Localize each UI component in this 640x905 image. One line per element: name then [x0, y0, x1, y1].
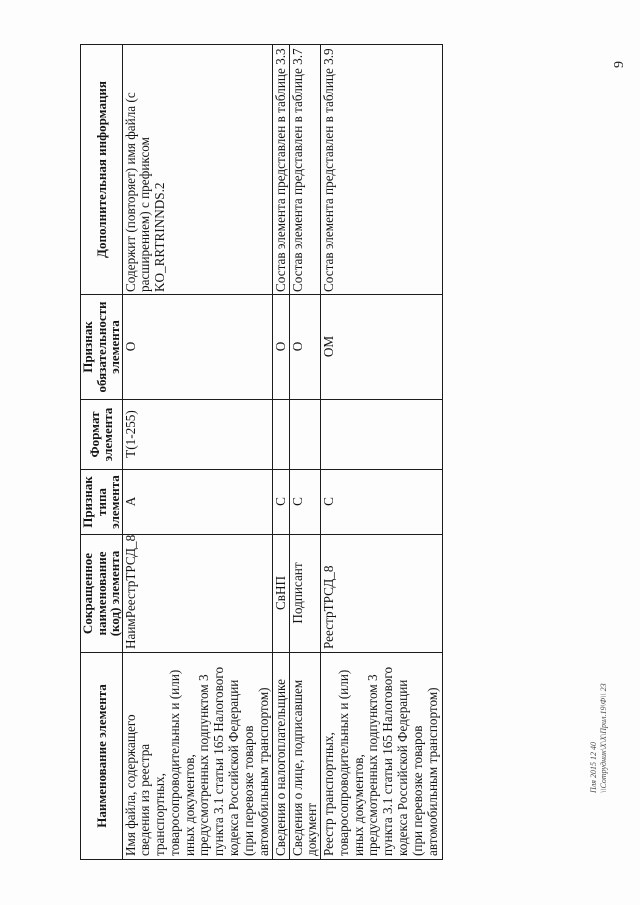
row-1-required-cell [122, 295, 272, 400]
element-required: О [122, 341, 138, 352]
row-1-format-cell [122, 400, 272, 470]
header-text: Дополнительная информация [93, 81, 109, 258]
header-text: типа [93, 488, 109, 516]
row-1-code-cell [122, 535, 272, 653]
row-4-code-cell [321, 535, 443, 653]
header-text: наименование [93, 551, 109, 636]
row-4-name-cell [321, 653, 443, 860]
element-type: С [289, 497, 305, 506]
cell-line: кодекса Российской Федерации [395, 679, 411, 856]
header-text: Признак [80, 321, 95, 373]
cell-line: сведения из реестра [137, 743, 153, 856]
element-type: А [122, 496, 138, 507]
header-element-code [81, 535, 123, 653]
element-code: НаимРеестрТРСД_8 [122, 534, 138, 649]
header-text: Наименование элемента [93, 684, 109, 828]
header-text: обязательности [93, 301, 109, 393]
cell-line: Состав элемента представлен в таблице 3.3 [272, 48, 288, 292]
row-2-info-cell [272, 45, 289, 295]
element-code: СвНП [272, 575, 288, 611]
row-2-type-cell [272, 470, 289, 535]
cell-line: иных документов, [350, 754, 366, 856]
element-required: О [272, 341, 288, 352]
header-element-format [81, 400, 123, 470]
row-4-format-cell [321, 400, 443, 470]
cell-line: расширением) с префиксом [137, 137, 153, 292]
elements-table-rotated [80, 45, 440, 860]
row-2-name-cell [272, 653, 289, 860]
header-element-type [81, 470, 123, 535]
header-text: Сокращенное [80, 552, 95, 635]
row-3-name-cell [289, 653, 321, 860]
row-1-name-cell [122, 653, 272, 860]
page-number: 9 [612, 61, 627, 68]
element-code: Подписант [289, 562, 305, 624]
cell-line: пункта 3.1 статьи 165 Налогового [380, 666, 396, 856]
cell-line: автомобильным транспортом) [424, 687, 440, 856]
row-3-format-cell [289, 400, 321, 470]
cell-line: пункта 3.1 статьи 165 Налогового [211, 666, 227, 856]
header-text: элемента [107, 475, 122, 529]
cell-line: кодекса Российской Федерации [226, 679, 242, 856]
element-code: РеестрТРСД_8 [321, 565, 337, 649]
header-text: элемента [100, 407, 116, 462]
row-2-format-cell [272, 400, 289, 470]
table-row [289, 45, 321, 860]
cell-line: товаросопроводительных и (или) [335, 669, 351, 856]
row-4-type-cell [321, 470, 443, 535]
row-4-required-cell [321, 295, 443, 400]
row-2-code-cell [272, 535, 289, 653]
header-element-name [81, 653, 123, 860]
element-format: Т(1-255) [122, 410, 138, 458]
elements-table [80, 44, 443, 860]
cell-line: документ [304, 803, 320, 856]
element-required: ОМ [321, 335, 337, 358]
header-row [81, 45, 123, 860]
row-4-info-cell [321, 45, 443, 295]
table-row [321, 45, 443, 860]
table-row [272, 45, 289, 860]
cell-line: товаросопроводительных и (или) [166, 669, 182, 856]
cell-line: Сведения о налогоплательщике [272, 679, 288, 856]
row-1-info-cell [122, 45, 272, 295]
cell-line: Состав элемента представлен в таблице 3.9 [321, 48, 337, 292]
cell-line: KO_RRTRINNDS.2 [152, 182, 168, 292]
element-required: О [289, 341, 305, 352]
row-2-required-cell [272, 295, 289, 400]
header-element-required [81, 295, 123, 400]
cell-line: (при перевозке товаров [240, 725, 256, 856]
cell-line: транспортных, [152, 773, 168, 856]
cell-line: Состав элемента представлен в таблице 3.7 [289, 48, 305, 292]
row-3-type-cell [289, 470, 321, 535]
cell-line: предусмотренных подпунктом 3 [365, 674, 381, 856]
header-text: элемента [107, 320, 122, 374]
row-3-required-cell [289, 295, 321, 400]
header-additional-info [81, 45, 123, 295]
footer-file-stamp [589, 683, 609, 793]
footer-stamp-line: Пля 2015 12 40 [589, 742, 598, 793]
cell-line: (при перевозке товаров [409, 725, 425, 856]
cell-line: иных документов, [181, 754, 197, 856]
row-1-type-cell [122, 470, 272, 535]
cell-line: Реестр транспортных, [321, 732, 337, 856]
row-3-code-cell [289, 535, 321, 653]
element-type: С [321, 497, 337, 506]
row-3-info-cell [289, 45, 321, 295]
header-text: Формат [86, 411, 102, 458]
cell-line: Содержит (повторяет) имя файла (с [122, 92, 138, 292]
cell-line: Имя файла, содержащего [122, 714, 138, 856]
cell-line: автомобильным транспортом) [255, 687, 271, 856]
footer-stamp-line: \\Сотрудник\Х\Х\Прил.19\Ф\\ 23 [599, 683, 608, 793]
header-text: (код) элемента [107, 550, 122, 637]
cell-line: предусмотренных подпунктом 3 [196, 674, 212, 856]
cell-line: Сведения о лице, подписавшем [289, 679, 305, 856]
header-text: Признак [80, 476, 95, 528]
element-type: С [272, 497, 288, 506]
table-row [122, 45, 272, 860]
